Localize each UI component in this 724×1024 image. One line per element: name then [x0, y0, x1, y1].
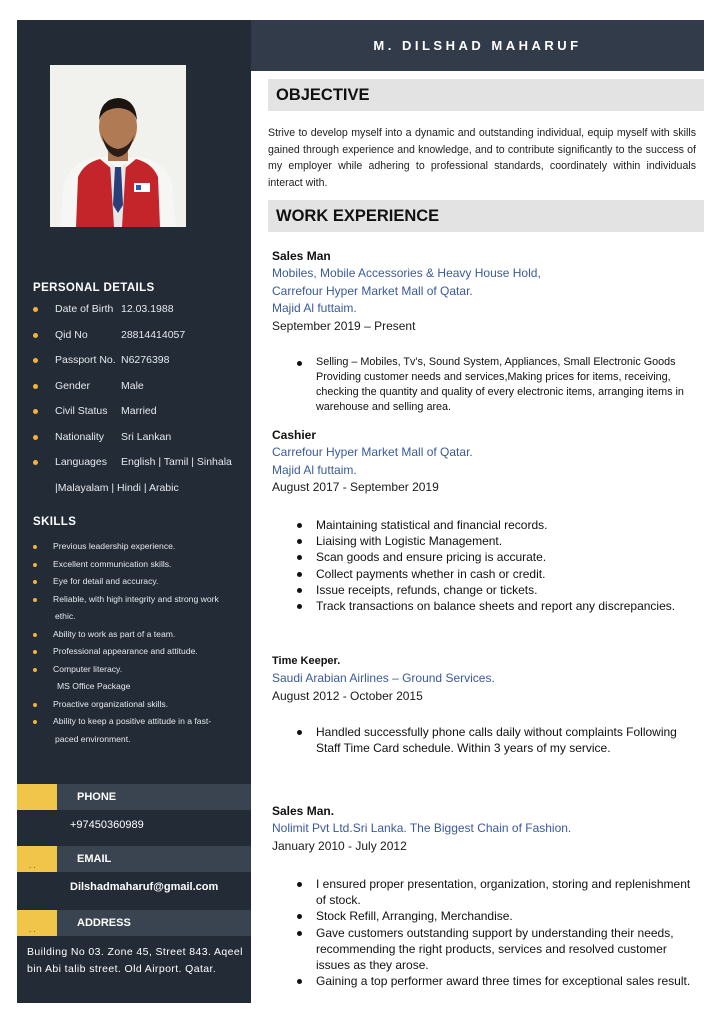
- bullet-icon: [33, 703, 37, 707]
- bullet-icon: [33, 668, 37, 672]
- profile-photo: [50, 65, 186, 227]
- address-accent: . .: [17, 910, 57, 936]
- skill-text: Previous leadership experience.: [53, 541, 176, 551]
- job-title: Sales Man: [272, 249, 331, 263]
- address-header: [17, 910, 251, 936]
- skill-item: [33, 556, 245, 574]
- bullet-icon: [33, 409, 38, 414]
- duty-item: Handled successfully phone calls daily without complaints Following Staff Time Card schedule. Within 3 years of my service.: [272, 724, 702, 756]
- detail-label: Gender: [55, 379, 91, 392]
- email-value[interactable]: Dilshadmaharuf@gmail.com: [70, 881, 219, 893]
- duty-item: Scan goods and ensure pricing is accurate.: [272, 549, 702, 565]
- duty-item: Collect payments whether in cash or credit.: [272, 566, 702, 582]
- duty-item: Track transactions on balance sheets and report any discrepancies.: [272, 598, 702, 614]
- job-date: September 2019 – Present: [272, 318, 416, 333]
- detail-value: Married: [121, 405, 157, 417]
- job-date: January 2010 - July 2012: [272, 838, 407, 853]
- job-entry: [272, 427, 702, 614]
- person-photo-icon: [50, 65, 186, 227]
- phone-value[interactable]: +97450360989: [70, 819, 144, 831]
- email-accent: . .: [17, 846, 57, 872]
- personal-details-list: [33, 303, 251, 507]
- duty-item: Stock Refill, Arranging, Merchandise.: [272, 908, 702, 924]
- job-employer: Nolimit Pvt Ltd.Sri Lanka. The Biggest Chain of Fashion.: [272, 821, 572, 835]
- bullet-icon: [33, 598, 37, 602]
- job-employer: Majid Al futtaim.: [272, 301, 357, 315]
- duty-item: Maintaining statistical and financial records.: [272, 517, 702, 533]
- job-employer: Saudi Arabian Airlines – Ground Services.: [272, 671, 495, 685]
- detail-gender: [33, 380, 251, 406]
- job-employer: Majid Al futtaim.: [272, 462, 357, 477]
- skill-text: Excellent communication skills.: [53, 558, 172, 569]
- skill-item: [33, 661, 245, 679]
- detail-value: Sri Lankan: [121, 430, 172, 443]
- objective-text: Strive to develop myself into a dynamic and outstanding individual, equip myself with skills gained through experience and knowledge, and to contribute significantly to the success of my employer while adhering to professional standards, coordinately within individuals interact with.: [268, 127, 696, 189]
- bullet-icon: [33, 633, 37, 637]
- phone-label: PHONE: [77, 791, 117, 803]
- job-entry: [272, 803, 702, 989]
- skill-text: Ability to work as part of a team.: [53, 628, 176, 639]
- job-employer: Carrefour Hyper Market Mall of Qatar.: [272, 445, 473, 459]
- skill-item-continued: ethic.: [55, 611, 76, 621]
- email-header: [17, 846, 251, 872]
- job-title: Cashier: [272, 428, 317, 442]
- detail-civil-status: [33, 405, 251, 431]
- detail-label: Qid No: [55, 328, 88, 341]
- address-label: ADDRESS: [77, 917, 131, 929]
- skill-item: [33, 573, 245, 591]
- job-employer: Mobiles, Mobile Accessories & Heavy House Hold,: [272, 266, 541, 280]
- detail-value: N6276398: [121, 354, 170, 366]
- email-label: EMAIL: [77, 853, 112, 865]
- skill-item: [33, 713, 245, 731]
- work-experience-title: WORK EXPERIENCE: [268, 200, 704, 232]
- detail-qid: [33, 329, 251, 355]
- detail-value: 28814414057: [121, 328, 186, 341]
- skill-item: [33, 538, 245, 556]
- job-title: Time Keeper.: [272, 655, 341, 667]
- bullet-icon: [33, 720, 37, 724]
- detail-dob: [33, 303, 251, 329]
- bullet-icon: [33, 384, 38, 389]
- languages-continued: |Malayalam | Hindi | Arabic: [55, 481, 179, 494]
- duty-item: Selling – Mobiles, Tv's, Sound System, Appliances, Small Electronic Goods Providing customer needs and services,Making prices for items, receiving, checking the quantity and quality of every electronic items, arranging items in warehouse and selling area.: [272, 355, 702, 415]
- skill-item: [33, 626, 245, 644]
- detail-value: English | Tamil | Sinhala: [121, 456, 232, 468]
- skill-item-continued: paced environment.: [55, 733, 131, 744]
- duty-item: Issue receipts, refunds, change or tickets.: [272, 582, 702, 598]
- bullet-icon: [33, 563, 37, 567]
- bullet-icon: [33, 435, 38, 440]
- sidebar: [17, 20, 251, 1003]
- job-duties: [272, 724, 702, 756]
- bullet-icon: [33, 307, 38, 312]
- address-line: bin Abi talib street. Old Airport. Qatar.: [27, 963, 217, 975]
- job-employer: Carrefour Hyper Market Mall of Qatar.: [272, 283, 473, 298]
- detail-passport: [33, 354, 251, 380]
- skill-item: [33, 591, 245, 609]
- duty-item: Liaising with Logistic Management.: [272, 533, 702, 549]
- detail-value: 12.03.1988: [121, 303, 174, 315]
- phone-header: [17, 784, 251, 810]
- detail-value: Male: [121, 379, 144, 392]
- skill-text: Reliable, with high integrity and strong work: [53, 593, 219, 604]
- name-header: M. DILSHAD MAHARUF: [251, 20, 704, 71]
- bullet-icon: [33, 460, 38, 465]
- detail-languages: [33, 456, 251, 482]
- job-entry: [272, 248, 702, 413]
- detail-nationality: [33, 431, 251, 457]
- skill-text: Eye for detail and accuracy.: [53, 576, 159, 586]
- bullet-icon: [33, 650, 37, 654]
- detail-label: Passport No.: [55, 354, 116, 366]
- skill-text: Computer literacy.: [53, 663, 123, 674]
- job-duties: [272, 355, 702, 415]
- skill-item: [33, 696, 245, 714]
- detail-label: Date of Birth: [55, 303, 114, 315]
- bullet-icon: [33, 545, 37, 549]
- skill-text: Proactive organizational skills.: [53, 698, 169, 709]
- skill-sub-item: MS Office Package: [57, 681, 131, 691]
- job-date: August 2017 - September 2019: [272, 480, 439, 494]
- job-date: August 2012 - October 2015: [272, 688, 423, 703]
- bullet-icon: [33, 580, 37, 584]
- detail-label: Nationality: [55, 430, 105, 443]
- skill-text: Professional appearance and attitude.: [53, 646, 198, 656]
- duty-item: I ensured proper presentation, organization, storing and replenishment of stock.: [272, 876, 702, 908]
- job-duties: [272, 517, 702, 614]
- bullet-icon: [33, 358, 38, 363]
- skills-list: [33, 538, 245, 748]
- job-entry: [272, 653, 702, 756]
- address-line: Building No 03. Zone 45, Street 843. Aqeel: [27, 946, 243, 958]
- job-title: Sales Man.: [272, 804, 335, 818]
- skill-item: [33, 643, 245, 661]
- skill-text: Ability to keep a positive attitude in a fast-: [53, 716, 212, 726]
- detail-label: Civil Status: [55, 405, 108, 417]
- skills-title: SKILLS: [33, 516, 77, 528]
- duty-item: Gave customers outstanding support by understanding their needs, recommending the right products, services and resolved customer issues as they arose.: [272, 925, 702, 974]
- address-value: [27, 944, 243, 978]
- phone-accent: [17, 784, 57, 810]
- detail-label: Languages: [55, 456, 107, 468]
- personal-details-title: PERSONAL DETAILS: [33, 282, 155, 294]
- objective-title: OBJECTIVE: [268, 79, 704, 111]
- bullet-icon: [33, 333, 38, 338]
- duty-item: Gaining a top performer award three times for exceptional sales result.: [272, 973, 702, 989]
- job-duties: [272, 876, 702, 989]
